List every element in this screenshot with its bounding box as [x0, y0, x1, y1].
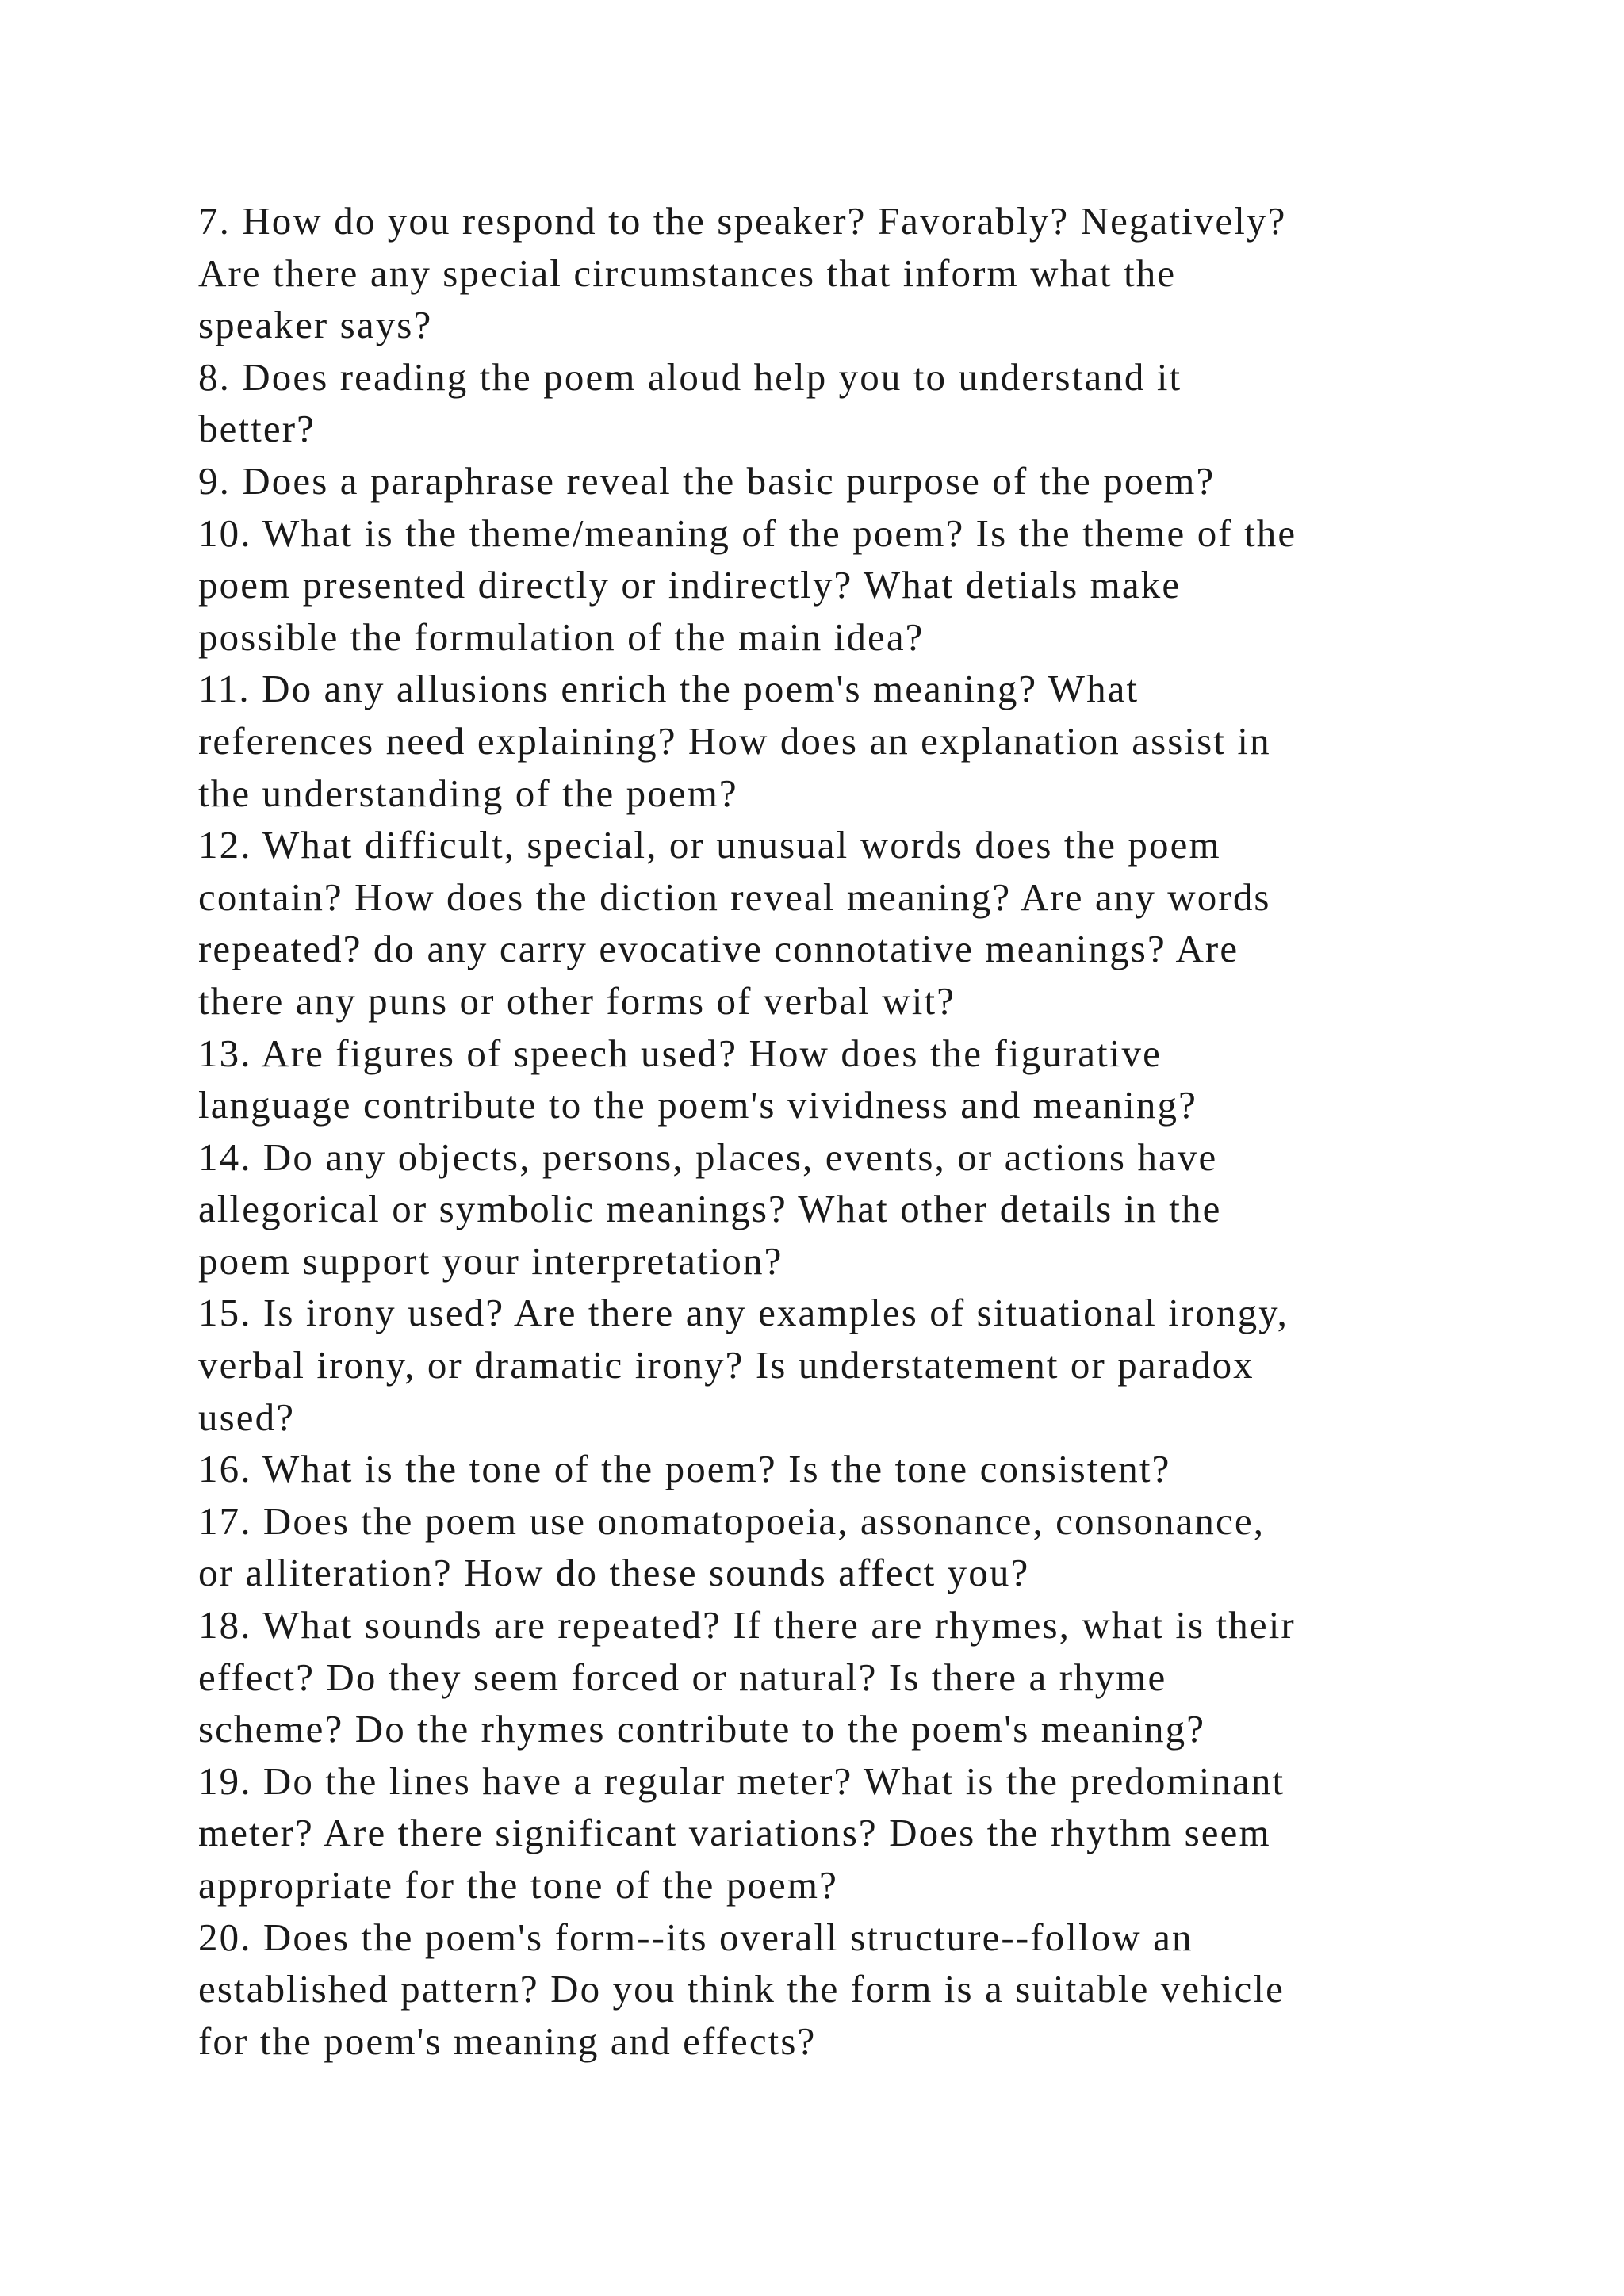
text-line: 12. What difficult, special, or unusual words does the poem [198, 823, 1221, 867]
text-line: for the poem's meaning and effects? [198, 2019, 817, 2063]
text-line: better? [198, 407, 316, 451]
text-line: 20. Does the poem's form--its overall structure--follow an [198, 1915, 1193, 1959]
text-line: 19. Do the lines have a regular meter? What is the predominant [198, 1758, 1285, 1803]
text-line: scheme? Do the rhymes contribute to the poem's meaning? [198, 1707, 1206, 1751]
text-line: 15. Is irony used? Are there any examples of situational irongy, [198, 1291, 1289, 1335]
text-line: 16. What is the tone of the poem? Is the tone consistent? [198, 1447, 1171, 1491]
text-line: contain? How does the diction reveal meaning? Are any words [198, 874, 1271, 919]
text-line: used? [198, 1395, 296, 1439]
text-line: 7. How do you respond to the speaker? Favorably? Negatively? [198, 199, 1287, 243]
text-line: 13. Are figures of speech used? How does the figurative [198, 1031, 1162, 1075]
text-line: poem presented directly or indirectly? What detials make [198, 563, 1182, 607]
text-line: Are there any special circumstances that inform what the [198, 251, 1177, 295]
text-line: appropriate for the tone of the poem? [198, 1863, 838, 1907]
document-text [198, 195, 1435, 2067]
text-line: the understanding of the poem? [198, 771, 738, 815]
text-line: 14. Do any objects, persons, places, events, or actions have [198, 1135, 1218, 1179]
text-line: 10. What is the theme/meaning of the poem? Is the theme of the [198, 511, 1297, 555]
text-line: references need explaining? How does an explanation assist in [198, 718, 1271, 763]
text-line: speaker says? [198, 303, 433, 347]
text-line: 8. Does reading the poem aloud help you to understand it [198, 354, 1182, 399]
text-line: effect? Do they seem forced or natural? Is there a rhyme [198, 1655, 1167, 1699]
text-line: verbal irony, or dramatic irony? Is understatement or paradox [198, 1343, 1254, 1387]
text-line: possible the formulation of the main idea? [198, 614, 925, 659]
text-line: 11. Do any allusions enrich the poem's meaning? What [198, 667, 1139, 711]
text-line: there any puns or other forms of verbal wit? [198, 978, 956, 1023]
text-line: repeated? do any carry evocative connotative meanings? Are [198, 927, 1239, 971]
text-line: poem support your interpretation? [198, 1238, 783, 1283]
text-line: meter? Are there significant variations? Does the rhythm seem [198, 1811, 1271, 1855]
text-line: 9. Does a paraphrase reveal the basic purpose of the poem? [198, 458, 1216, 503]
text-line: or alliteration? How do these sounds affect you? [198, 1551, 1030, 1595]
text-line: allegorical or symbolic meanings? What other details in the [198, 1187, 1222, 1231]
text-line: 18. What sounds are repeated? If there are rhymes, what is their [198, 1603, 1296, 1647]
text-line: 17. Does the poem use onomatopoeia, assonance, consonance, [198, 1498, 1266, 1543]
text-line: language contribute to the poem's vividness and meaning? [198, 1083, 1197, 1127]
text-line: established pattern? Do you think the form is a suitable vehicle [198, 1967, 1285, 2011]
